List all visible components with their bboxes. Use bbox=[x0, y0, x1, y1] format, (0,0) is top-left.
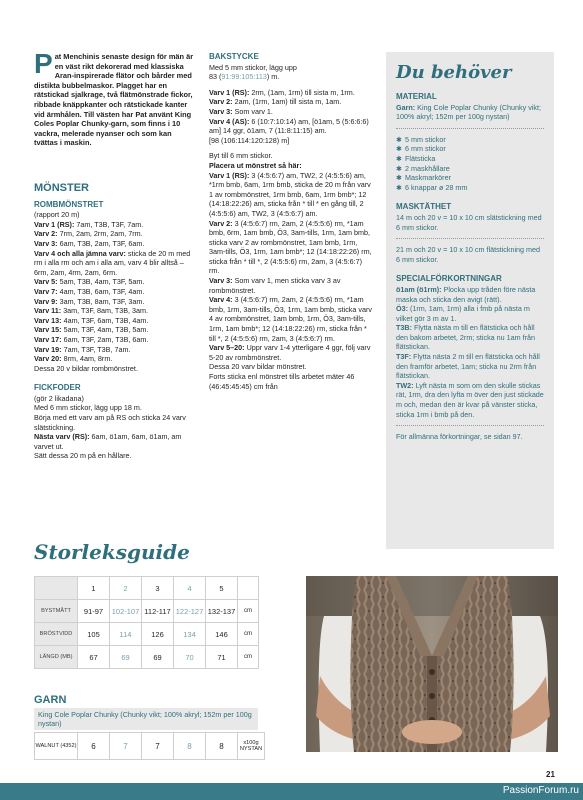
sizeguide-cell: 122-127 bbox=[174, 600, 206, 623]
page-number: 21 bbox=[546, 770, 555, 779]
special-list bbox=[396, 285, 544, 419]
special-item bbox=[396, 323, 544, 352]
bullet-star-icon: ✱ bbox=[396, 134, 403, 144]
romb-row bbox=[34, 239, 196, 249]
romb-row bbox=[34, 220, 196, 230]
sizeguide-cell: 69 bbox=[142, 646, 174, 669]
sidebar-title: Du behöver bbox=[396, 62, 512, 83]
bak-v3-label: Varv 3: bbox=[209, 106, 233, 116]
bak-line-1: Med 5 mm stickor, lägg upp bbox=[209, 62, 297, 72]
bak-v4-text: 6 (10:7:10:14) am, [ö1am, 5 (5:6:6:6) am] 14 ggr, ö1am, 7 (11:8:11:15) am. bbox=[209, 116, 369, 136]
fick-row-label: Nästa varv (RS): bbox=[34, 432, 90, 442]
sizeguide-cell: 134 bbox=[174, 623, 206, 646]
sizeguide-cell: 69 bbox=[110, 646, 142, 669]
bak-heading: BAKSTYCKE bbox=[209, 52, 259, 61]
sizeguide-cell: 4 bbox=[174, 577, 206, 600]
bak-line-2-sizes: 91:99:105:113 bbox=[221, 72, 267, 82]
fick-row bbox=[34, 432, 196, 451]
divider bbox=[396, 128, 544, 129]
dropcap: P bbox=[34, 48, 53, 79]
bak-p4-text: 3 (4:5:6:7) rm, 2am, 2 (4:5:5:6) rm, *1am bmb, 1rm, 3am-tills, Ö3, 1rm, 1am bmb, sticka varv 4 av rombmönstret, 1am bmb, 1rm, Ö3, 3am-tills, 1rm, 1am bmb*; 12 (14:18:22:26) rm, sticka från * till *, 2 (4:5:5:6) rm, 2am, 3 (4:5:6:7) rm. bbox=[209, 295, 372, 343]
bak-p3-label: Varv 3: bbox=[209, 276, 233, 286]
romb-row-label: Varv 15: bbox=[34, 325, 62, 335]
fick-line-1: Med 6 mm stickor, lägg upp 18 m. bbox=[34, 403, 142, 413]
special-item-label: ö1am (ö1rm): bbox=[396, 284, 442, 294]
romb-row bbox=[34, 297, 196, 307]
bak-line-2 bbox=[209, 72, 373, 82]
romb-row-label: Varv 5: bbox=[34, 277, 58, 287]
special-item-text: Flytta nästa 2 m till en flätsticka och håll den framför arbetet, 1am; sticka nu 2rm från flätstickan. bbox=[396, 352, 540, 381]
sizeguide-unit: cm bbox=[238, 646, 259, 669]
romb-row bbox=[34, 306, 196, 316]
garn-cell: 7 bbox=[142, 733, 174, 760]
bak-end-2: Forts sticka enl mönstret tills arbetet mäter 46 (46:45:45:45) cm från bbox=[209, 372, 355, 391]
bak-v1-text: 2rm, (1am, 1rm) till sista m, 1rm. bbox=[251, 87, 355, 97]
garn-cell: 8 bbox=[174, 733, 206, 760]
special-item-text: Flytta nästa m till en flätsticka och håll den bakom arbetet, 2rm; sticka nu 1am från flätstickan. bbox=[396, 323, 536, 352]
watermark: PassionForum.ru bbox=[502, 785, 579, 796]
special-item bbox=[396, 381, 544, 419]
sizeguide-table bbox=[34, 576, 259, 669]
romb-row-text: sticka de 20 m med rm i alla rm och am i alla am, varv 4 blir alltså – 6rm, 2am, 4rm, 2am, 6rm. bbox=[34, 248, 191, 277]
romb-sub: (rapport 20 m) bbox=[34, 210, 80, 220]
romb-row bbox=[34, 354, 196, 364]
sizeguide-cell: 146 bbox=[206, 623, 238, 646]
bak-p1-label: Varv 1 (RS): bbox=[209, 170, 250, 180]
materials-list-item-text: Maskmarkörer bbox=[405, 173, 451, 183]
sizeguide-cell: 114 bbox=[110, 623, 142, 646]
romb-row-text: 4am, T3B, 6am, T3F, 4am. bbox=[59, 286, 145, 296]
sizeguide-cell: 126 bbox=[142, 623, 174, 646]
garn-title: GARN bbox=[34, 694, 67, 706]
garn-line bbox=[396, 103, 544, 122]
fick-line-2: Börja med ett varv am på RS och sticka 24 varv slätstickning. bbox=[34, 413, 186, 432]
divider bbox=[396, 425, 544, 426]
intro-text: at Menchinis senaste design för män är en väst rikt dekorerad med klassiska Aran-inspirerade flätor och bårder med distikta bubbelmaskor. Plagget har en rätstickad sjalkrage, två flätmönstrade fickor, ribbade knäppkanter och rätstickade kanter vid ärmhålen. Till västen har Pat använt King Coles Poplar Chunky-garn, som finns i 10 vackra, melerade nyanser och som kan tvättas i maskin. bbox=[34, 52, 194, 148]
monster-column bbox=[34, 180, 196, 461]
materials-list-item-text: 6 knappar ø 28 mm bbox=[405, 182, 468, 192]
garn-cell: 6 bbox=[78, 733, 110, 760]
sizeguide-row bbox=[35, 623, 259, 646]
du-behover-sidebar bbox=[386, 52, 554, 549]
romb-row bbox=[34, 325, 196, 335]
bak-change: Byt till 6 mm stickor. bbox=[209, 151, 273, 161]
special-item-label: Ö3: bbox=[396, 304, 408, 314]
sizeguide-row bbox=[35, 646, 259, 669]
vest-photo bbox=[306, 576, 558, 752]
bak-p5-label: Varv 5–20: bbox=[209, 343, 245, 353]
materials-list-item bbox=[396, 135, 544, 145]
masktathet-line-2: 21 m och 20 v = 10 x 10 cm flätstickning med 6 mm stickor. bbox=[396, 245, 541, 264]
sizeguide-row bbox=[35, 577, 259, 600]
romb-row bbox=[34, 316, 196, 326]
romb-row-label: Varv 3: bbox=[34, 238, 58, 248]
fick-sub: (gör 2 likadana) bbox=[34, 393, 84, 403]
sizeguide-unit bbox=[238, 577, 259, 600]
romb-row bbox=[34, 249, 196, 278]
sizeguide-cell: 2 bbox=[110, 577, 142, 600]
garn-text: King Cole Poplar Chunky (Chunky vikt; 100% akryl; 152m per 100g nystan) bbox=[396, 102, 542, 122]
bullet-star-icon: ✱ bbox=[396, 182, 403, 192]
romb-row-text: 3am, T3B, 8am, T3F, 3am. bbox=[59, 296, 145, 306]
romb-rows bbox=[34, 220, 196, 364]
bak-v3-text: Som varv 1. bbox=[234, 106, 273, 116]
romb-row-text: 8rm, 4am, 8rm. bbox=[63, 354, 113, 364]
sizeguide-row-label bbox=[35, 577, 78, 600]
monster-heading: MÖNSTER bbox=[34, 182, 89, 194]
bullet-star-icon: ✱ bbox=[396, 144, 403, 154]
special-heading: SPECIALFÖRKORTNINGAR bbox=[396, 274, 502, 284]
materials-list-item bbox=[396, 164, 544, 174]
bak-p2-text: 3 (4:5:6:7) rm, 2am, 2 (4:5:5:6) rm, *1am bmb, 6rm, 1am bmb, Ö3, 3am-tills, 1rm, 1am bmb, sticka varv 2 av rombmönstret, 1am bmb, 1rm, 3am-tills, Ö3, 1rm, 1am bmb*; 12 (14:18:22:26) rm, sticka från * till *, 2 (4:5:5:6) rm, 2am, 3 (4:5:6:7) rm. bbox=[209, 218, 372, 276]
romb-row-text: 5am, T3B, 4am, T3F, 5am. bbox=[59, 277, 145, 287]
bak-p5-text: Uppr varv 1-4 ytterligare 4 ggr, följ varv 5-20 av rombmönstret. bbox=[209, 343, 371, 362]
bak-p3-text: Som varv 1, men sticka varv 3 av rombmönstret. bbox=[209, 276, 341, 295]
romb-row-label: Varv 4 och alla jämna varv: bbox=[34, 248, 126, 258]
romb-row-label: Varv 2: bbox=[34, 229, 58, 239]
romb-row-text: 7rm, 2am, 2rm, 2am, 7rm. bbox=[59, 229, 143, 239]
romb-heading: ROMBMÖNSTRET bbox=[34, 199, 104, 209]
masktathet-heading: MASKTÄTHET bbox=[396, 202, 452, 212]
bak-v2-label: Varv 2: bbox=[209, 97, 233, 107]
bullet-star-icon: ✱ bbox=[396, 153, 403, 163]
materials-list-item-text: 2 maskhållare bbox=[405, 163, 450, 173]
sidebar-footer: För allmänna förkortningar, se sidan 97. bbox=[396, 432, 523, 442]
sizeguide-cell: 1 bbox=[78, 577, 110, 600]
romb-row bbox=[34, 277, 196, 287]
garn-color-label: WALNUT (4352) bbox=[35, 733, 78, 760]
sizeguide-cell: 71 bbox=[206, 646, 238, 669]
materials-list-item bbox=[396, 183, 544, 193]
sizeguide-row-label: LÄNGD (MB) bbox=[35, 646, 78, 669]
materials-list-item bbox=[396, 144, 544, 154]
sizeguide-cell: 102-107 bbox=[110, 600, 142, 623]
romb-row-label: Varv 19: bbox=[34, 344, 62, 354]
bak-v4-label: Varv 4 (AS): bbox=[209, 116, 250, 126]
romb-row-label: Varv 9: bbox=[34, 296, 58, 306]
sizeguide-unit: cm bbox=[238, 623, 259, 646]
materials-list bbox=[396, 135, 544, 193]
materials-list-item bbox=[396, 154, 544, 164]
special-item bbox=[396, 304, 544, 323]
bak-p2 bbox=[209, 219, 373, 277]
special-item-text: Plocka upp tråden före nästa maska och sticka den avigt (rätt). bbox=[396, 284, 536, 304]
divider bbox=[396, 238, 544, 239]
romb-row-label: Varv 11: bbox=[34, 306, 62, 316]
bak-v1 bbox=[209, 88, 373, 98]
romb-row bbox=[34, 335, 196, 345]
sizeguide-row bbox=[35, 600, 259, 623]
garn-unit: x100g NYSTAN bbox=[238, 733, 265, 760]
garn-label: Garn: bbox=[396, 102, 416, 112]
bak-p2-label: Varv 2: bbox=[209, 218, 233, 228]
bak-p4-label: Varv 4: bbox=[209, 295, 233, 305]
romb-row-text: 5am, T3F, 4am, T3B, 5am. bbox=[63, 325, 149, 335]
special-item-text: (1rm, 1am, 1rm) alla i fmb på nästa m vilket gör 3 m av 1. bbox=[396, 304, 530, 323]
bak-v1-label: Varv 1 (RS): bbox=[209, 87, 250, 97]
bak-p4 bbox=[209, 295, 373, 343]
intro-paragraph bbox=[34, 48, 194, 148]
bak-v3 bbox=[209, 107, 373, 117]
romb-row-text: 7am, T3B, T3F, 7am. bbox=[76, 219, 144, 229]
sizeguide-cell: 3 bbox=[142, 577, 174, 600]
footer-banner bbox=[0, 783, 583, 800]
fick-heading: FICKFODER bbox=[34, 383, 81, 393]
romb-row bbox=[34, 345, 196, 355]
sizeguide-cell: 105 bbox=[78, 623, 110, 646]
sizeguide-cell: 112-117 bbox=[142, 600, 174, 623]
special-item-label: T3B: bbox=[396, 323, 412, 333]
materials-list-item-text: Flätsticka bbox=[405, 153, 436, 163]
sizeguide-unit: cm bbox=[238, 600, 259, 623]
bak-end-1: Dessa 20 varv bildar mönstret. bbox=[209, 362, 307, 372]
romb-row-text: 7am, T3F, T3B, 7am. bbox=[63, 344, 131, 354]
bak-v2 bbox=[209, 97, 373, 107]
bak-p1-text: 3 (4:5:6:7) am, TW2, 2 (4:5:5:6) am, *1rm bmb, 6am, 1rm bmb, sticka de 20 m från varv 1 av rombmönstret, 1rm bmb, 6am, 1rm bmb*; 12 (14:18:22:26) am, sticka från * till * en gång till, 2 (4:5:5:6) am, TW2, 3 (4:5:6:7) am. bbox=[209, 170, 371, 218]
special-item-label: TW2: bbox=[396, 380, 414, 390]
masktathet-line-1: 14 m och 20 v = 10 x 10 cm slätstickning med 6 mm stickor. bbox=[396, 212, 542, 232]
garn-desc: King Cole Poplar Chunky (Chunky vikt; 100% akryl; 152m per 100g nystan) bbox=[34, 708, 258, 730]
romb-row-text: 3am, T3F, 8am, T3B, 3am. bbox=[63, 306, 149, 316]
bullet-star-icon: ✱ bbox=[396, 163, 403, 173]
romb-row-text: 6am, T3B, 2am, T3F, 6am. bbox=[59, 238, 145, 248]
sizeguide-cell: 67 bbox=[78, 646, 110, 669]
sizeguide-cell: 132-137 bbox=[206, 600, 238, 623]
bak-v4 bbox=[209, 117, 373, 136]
sizeguide-cell: 70 bbox=[174, 646, 206, 669]
romb-row-label: Varv 13: bbox=[34, 315, 62, 325]
bak-line-2b: ) m. bbox=[266, 72, 280, 82]
romb-row-text: 6am, T3F, 2am, T3B, 6am. bbox=[63, 334, 149, 344]
sizeguide-row-label: BYSTMÅTT bbox=[35, 600, 78, 623]
bak-v4-total: [98 (106:114:120:128) m] bbox=[209, 135, 290, 145]
special-item-label: T3F: bbox=[396, 352, 412, 362]
special-item-text: Lyft nästa m som om den skulle stickas rät, 1rm, dra den lyfta m över den just stickade m och, medan den är kvar på vänster sticka, sticka 1rm i bmb på den. bbox=[396, 380, 544, 419]
bullet-star-icon: ✱ bbox=[396, 173, 403, 183]
romb-end: Dessa 20 v bildar rombmönstret. bbox=[34, 363, 138, 373]
bak-line-2a: 83 ( bbox=[209, 72, 222, 82]
sizeguide-row-label: BRÖSTVIDD bbox=[35, 623, 78, 646]
fick-row-text: 6am, ö1am, 6am, ö1am, am varvet ut. bbox=[34, 432, 182, 451]
materials-list-item-text: 6 mm stickor bbox=[405, 144, 446, 154]
special-item bbox=[396, 352, 544, 381]
materials-list-item-text: 5 mm stickor bbox=[405, 134, 446, 144]
bak-p5 bbox=[209, 343, 373, 362]
sizeguide-title: Storleksguide bbox=[34, 540, 190, 564]
romb-row-label: Varv 20: bbox=[34, 354, 62, 364]
romb-row-label: Varv 1 (RS): bbox=[34, 219, 75, 229]
bak-column bbox=[209, 52, 373, 391]
garn-table bbox=[34, 732, 265, 760]
bak-p3 bbox=[209, 276, 373, 295]
romb-row-label: Varv 17: bbox=[34, 334, 62, 344]
garn-cell: 7 bbox=[110, 733, 142, 760]
garn-cell: 8 bbox=[206, 733, 238, 760]
bak-v2-text: 2am, (1rm, 1am) till sista m, 1am. bbox=[234, 97, 342, 107]
material-heading: MATERIAL bbox=[396, 92, 437, 101]
bak-place: Placera ut mönstret så här: bbox=[209, 160, 302, 170]
materials-list-item bbox=[396, 173, 544, 183]
sizeguide-cell: 5 bbox=[206, 577, 238, 600]
romb-row-text: 4am, T3F, 6am, T3B, 4am. bbox=[63, 315, 149, 325]
romb-row bbox=[34, 229, 196, 239]
special-item bbox=[396, 285, 544, 304]
romb-row bbox=[34, 287, 196, 297]
sizeguide-cell: 91-97 bbox=[78, 600, 110, 623]
romb-row-label: Varv 7: bbox=[34, 286, 58, 296]
fick-end: Sätt dessa 20 m på en hållare. bbox=[34, 451, 132, 461]
bak-p1 bbox=[209, 171, 373, 219]
